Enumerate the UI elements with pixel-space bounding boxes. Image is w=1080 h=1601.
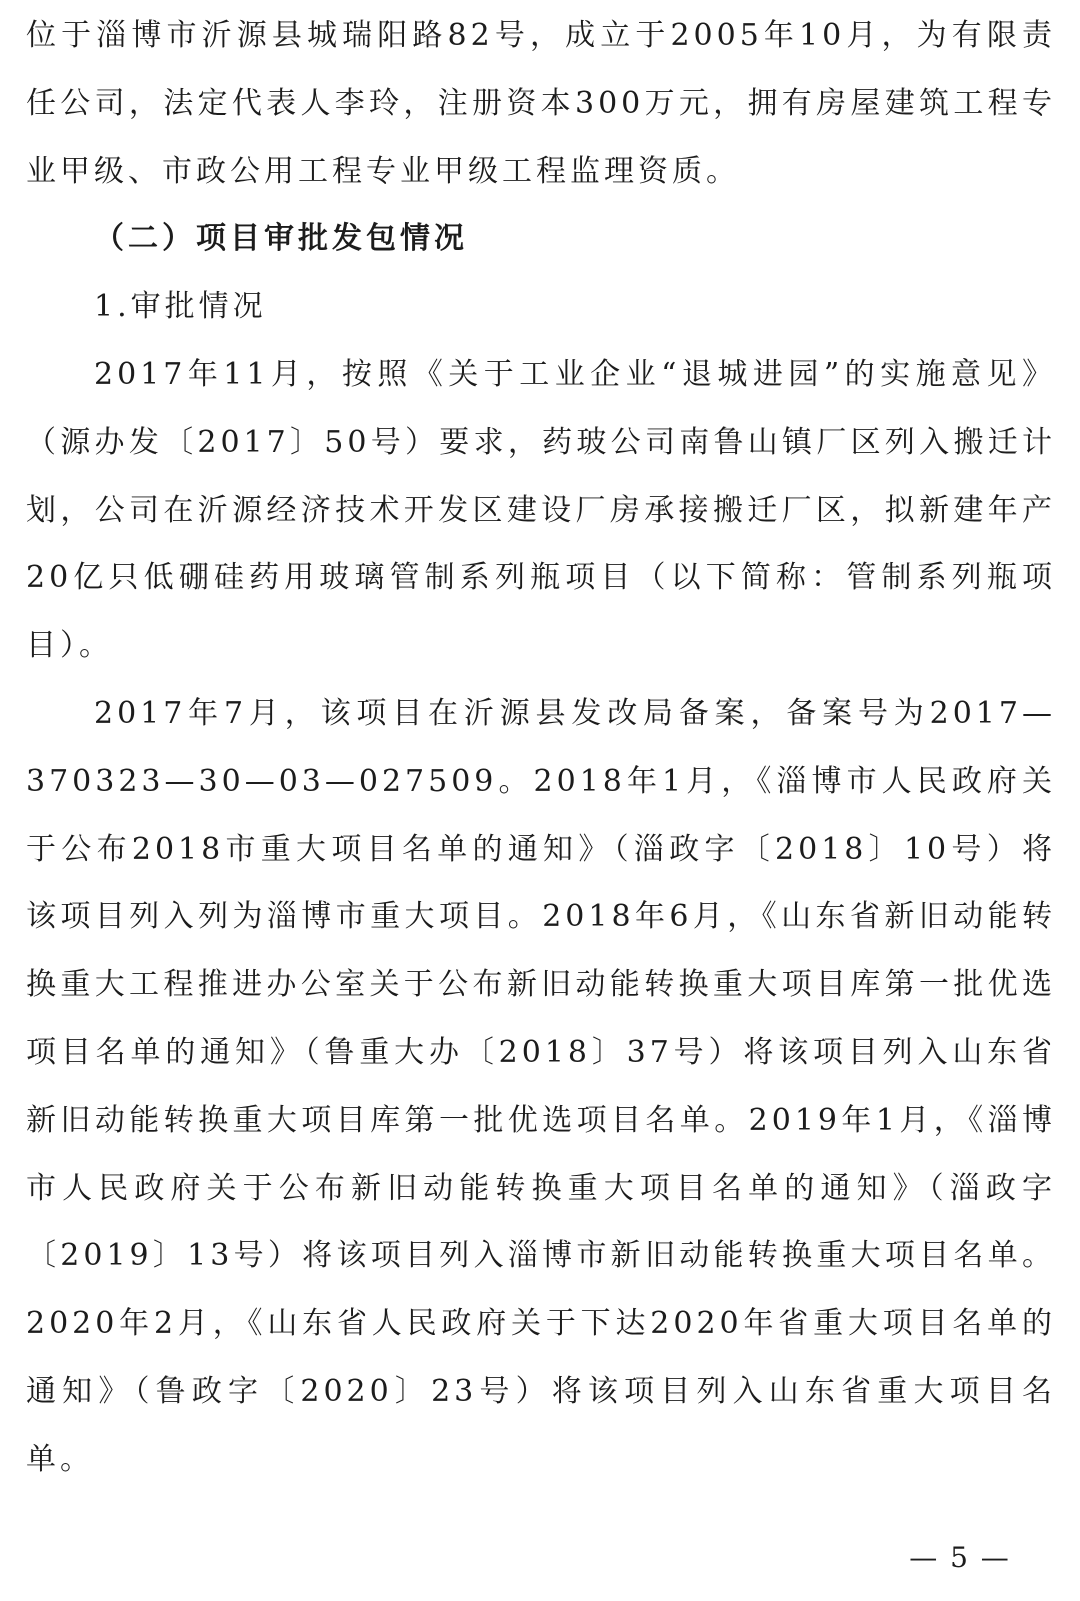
section-heading-approval-contracting: （二）项目审批发包情况: [94, 221, 468, 257]
page-number: — 5 —: [909, 1541, 1011, 1574]
document-body: [26, 2, 1056, 1494]
subsection-heading-approval: 1.审批情况: [94, 289, 267, 325]
paragraph-relocation-plan: 2017年11月，按照《关于工业企业“退城进园”的实施意见》（源办发〔2017〕50号）要求，药玻公司南鲁山镇厂区列入搬迁计划，公司在沂源经济技术开发区建设厂房承接搬迁厂区，拟新建年产20亿只低硼硅药用玻璃管制系列瓶项目（以下简称：管制系列瓶项目）。: [26, 356, 1056, 664]
paragraph-company-info: 位于淄博市沂源县城瑞阳路82号，成立于2005年10月，为有限责任公司，法定代表人李玲，注册资本300万元，拥有房屋建筑工程专业甲级、市政公用工程专业甲级工程监理资质。: [26, 18, 1056, 189]
paragraph-project-filing: 2017年7月，该项目在沂源县发改局备案，备案号为2017—370323—30—03—027509。2018年1月，《淄博市人民政府关于公布2018市重大项目名单的通知》（淄政字〔2018〕10号）将该项目列入列为淄博市重大项目。2018年6月，《山东省新旧动能转换重大工程推进办公室关于公布新旧动能转换重大项目库第一批优选项目名单的通知》（鲁重大办〔2018〕37号）将该项目列入山东省新旧动能转换重大项目库第一批优选项目名单。2019年1月，《淄博市人民政府关于公布新旧动能转换重大项目名单的通知》（淄政字〔2019〕13号）将该项目列入淄博市新旧动能转换重大项目名单。2020年2月，《山东省人民政府关于下达2020年省重大项目名单的通知》（鲁政字〔2020〕23号）将该项目列入山东省重大项目名单。: [26, 695, 1056, 1477]
